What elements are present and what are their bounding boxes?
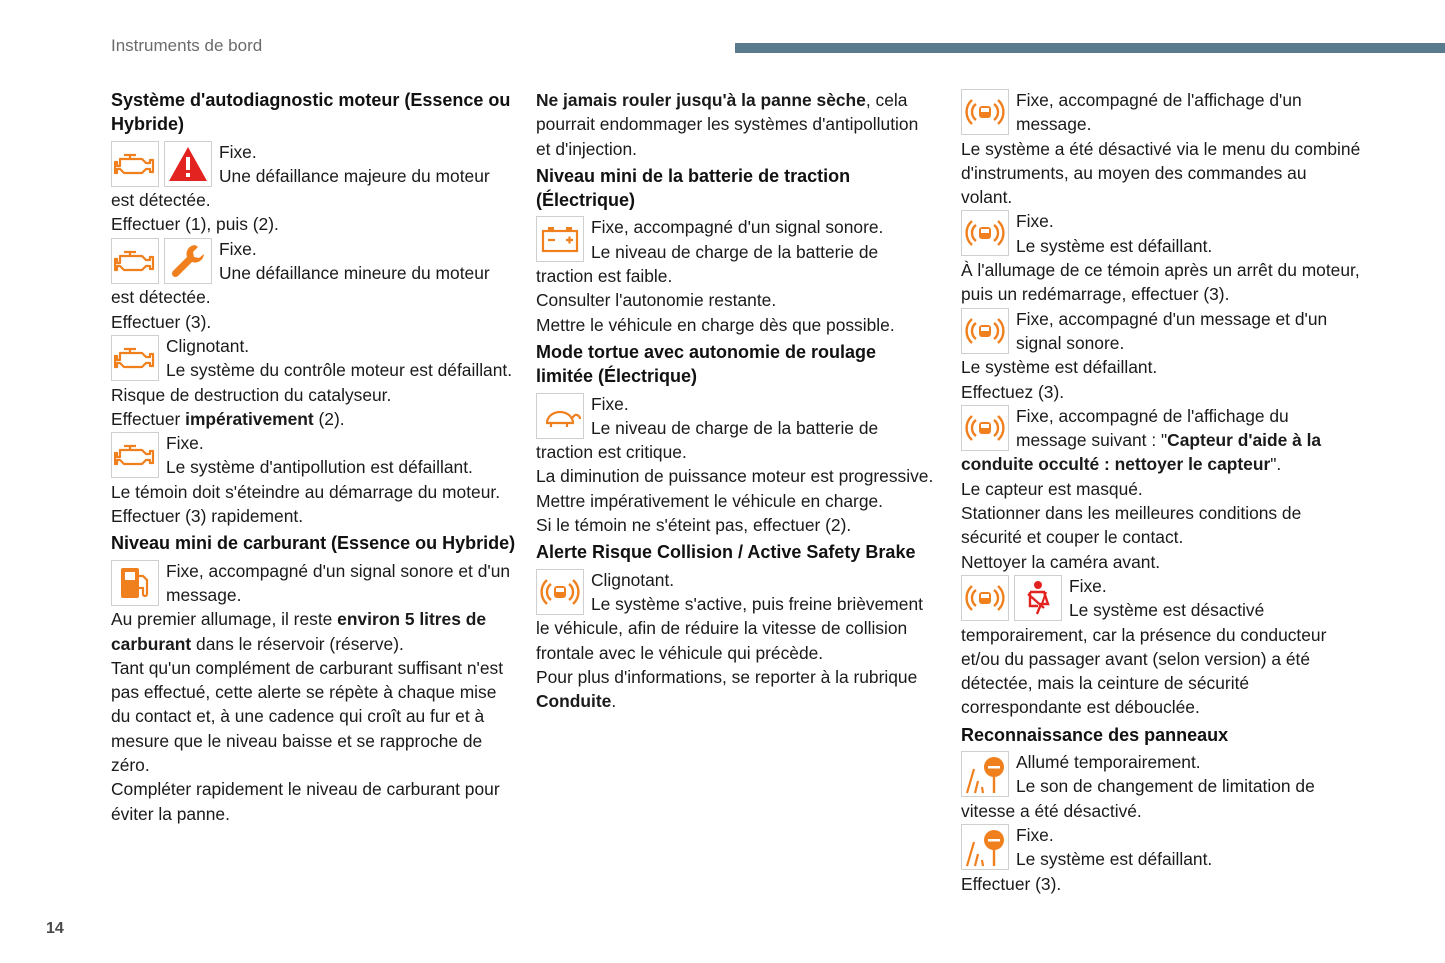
indicator-block: Fixe. Le niveau de charge de la batterie de traction est critique.: [536, 393, 879, 463]
indicator-block: Fixe, accompagné de l'affichage d'un message.: [961, 88, 1361, 137]
section-title: Mode tortue avec autonomie de roulage limitée (Électrique): [536, 341, 877, 387]
collision-alert-icon: [961, 89, 1009, 135]
section-title: Système d'autodiagnostic moteur (Essence ou Hybride): [111, 90, 511, 135]
column-1: Système d'autodiagnostic moteur (Essence ou Hybride) Fixe. Une défaillance majeure du moteur est détectée. Effectuer (1), puis (2). Fixe. Une défaillance mineure du moteur est détectée. Effectuer (3). Clignotant. Le système du contrôle moteur est défaillant. Risque de destruction du catalyseur. Effectuer impérativement (2). Fixe. Le système d'antipollution est défaillant. Le témoin doit s'éteindre au démarrage du moteur. Effectuer (3) rapidement. Niveau mini de carburant (Essence ou Hybride) Fixe, accompagné d'un signal sonore et d'un message. Au premier allumage, il reste environ 5 litres de carburant dans le réservoir (réserve). Tant qu'un complément de carburant suffisant n'est pas effectué, cette alerte se répète à chaque mise du contact et, à une cadence qui croît au fur et à mesure que le niveau baisse et se rapproche de zéro. Compléter rapidement le niveau de carburant pour éviter la panne.: [111, 90, 516, 824]
running-header: Instruments de bord: [111, 36, 263, 55]
seatbelt-icon: [1014, 575, 1062, 621]
wrench-icon: [164, 238, 212, 284]
column-2: Ne jamais rouler jusqu'à la panne sèche, cela pourrait endommager les systèmes d'antipollution et d'injection. Niveau mini de la batterie de traction (Électrique) Fixe, accompagné d'un signal sonore. Le niveau de charge de la batterie de traction est faible. Consulter l'autonomie restante. Mettre le véhicule en charge dès que possible. Mode tortue avec autonomie de roulage limitée (Électrique) Fixe. Le niveau de charge de la batterie de traction est critique. La diminution de puissance moteur est progressive. Mettre impérativement le véhicule en charge. Si le témoin ne s'éteint pas, effectuer (2). Alerte Risque Collision / Active Safety Brake Clignotant. Le système s'active, puis freine brièvement le véhicule, afin de réduire la vitesse de collision frontale avec le véhicule qui précède. Pour plus d'informations, se reporter à la rubrique Conduite.: [536, 88, 936, 713]
indicator-block: Fixe, accompagné d'un signal sonore et d'un message.: [111, 559, 516, 608]
traffic-sign-recognition-icon: [961, 751, 1009, 797]
indicator-block: Fixe. Le système est défaillant.: [961, 209, 1361, 258]
engine-icon: [111, 141, 159, 187]
section-title: Reconnaissance des panneaux: [961, 724, 1229, 745]
indicator-block: Fixe, accompagné d'un message et d'un signal sonore.: [961, 307, 1361, 356]
indicator-block: Clignotant. Le système s'active, puis freine brièvement le véhicule, afin de réduire la vitesse de collision frontale avec le véhicule qui précède.: [536, 569, 923, 663]
indicator-block: Fixe, accompagné de l'affichage du message suivant : "Capteur d'aide à la conduite occulté : nettoyer le capteur".: [961, 405, 1322, 475]
collision-alert-icon: [961, 210, 1009, 256]
indicator-block: Fixe. Une défaillance mineure du moteur est détectée.: [111, 238, 490, 308]
collision-alert-icon: [961, 405, 1009, 451]
fuel-pump-icon: [111, 560, 159, 606]
indicator-block: Fixe. Le système est désactivé temporairement, car la présence du conducteur et/ou du passager avant (selon version) a été détectée, mais la ceinture de sécurité correspondante est débouclée.: [961, 575, 1327, 718]
collision-alert-icon: [536, 569, 584, 615]
indicator-block: Fixe, accompagné d'un signal sonore. Le niveau de charge de la batterie de traction est faible.: [536, 217, 884, 287]
section-title: Niveau mini de carburant (Essence ou Hybride): [111, 533, 516, 554]
traffic-sign-recognition-icon: [961, 824, 1009, 870]
traction-battery-icon: [536, 216, 584, 262]
indicator-block: Clignotant. Le système du contrôle moteur est défaillant.: [111, 334, 516, 383]
page-number: 14: [46, 920, 64, 937]
warning-triangle-icon: [164, 141, 212, 187]
engine-icon: [111, 238, 159, 284]
turtle-icon: [536, 393, 584, 439]
indicator-block: Fixe. Le système d'antipollution est défaillant.: [111, 431, 516, 480]
engine-icon: [111, 335, 159, 381]
indicator-block: Allumé temporairement. Le son de changement de limitation de vitesse a été désactivé.: [961, 752, 1315, 821]
indicator-block: Fixe. Le système est défaillant.: [961, 823, 1361, 872]
header-bar: [735, 43, 1445, 53]
section-title: Niveau mini de la batterie de traction (Électrique): [536, 165, 851, 211]
column-3: Fixe, accompagné de l'affichage d'un message. Le système a été désactivé via le menu du combiné d'instruments, au moyen des commandes au volant. Fixe. Le système est défaillant. À l'allumage de ce témoin après un arrêt du moteur, puis un redémarrage, effectuer (3). Fixe, accompagné d'un message et d'un signal sonore. Le système est défaillant. Effectuez (3). Fixe, accompagné de l'affichage du message suivant : "Capteur d'aide à la conduite occulté : nettoyer le capteur". Le capteur est masqué. Stationner dans les meilleures conditions de sécurité et couper le contact. Nettoyer la caméra avant. Fixe. Le système est désactivé temporairement, car la présence du conducteur et/ou du passager avant (selon version) a été détectée, mais la ceinture de sécurité correspondante est débouclée. Reconnaissance des panneaux Allumé temporairement. Le son de changement de limitation de vitesse a été désactivé. Fixe. Le système est défaillant. Effectuer (3).: [961, 90, 1361, 894]
engine-icon: [111, 432, 159, 478]
indicator-block: Fixe. Une défaillance majeure du moteur est détectée.: [111, 141, 490, 211]
collision-alert-icon: [961, 575, 1009, 621]
section-title: Alerte Risque Collision / Active Safety Brake: [536, 542, 916, 563]
collision-alert-icon: [961, 308, 1009, 354]
